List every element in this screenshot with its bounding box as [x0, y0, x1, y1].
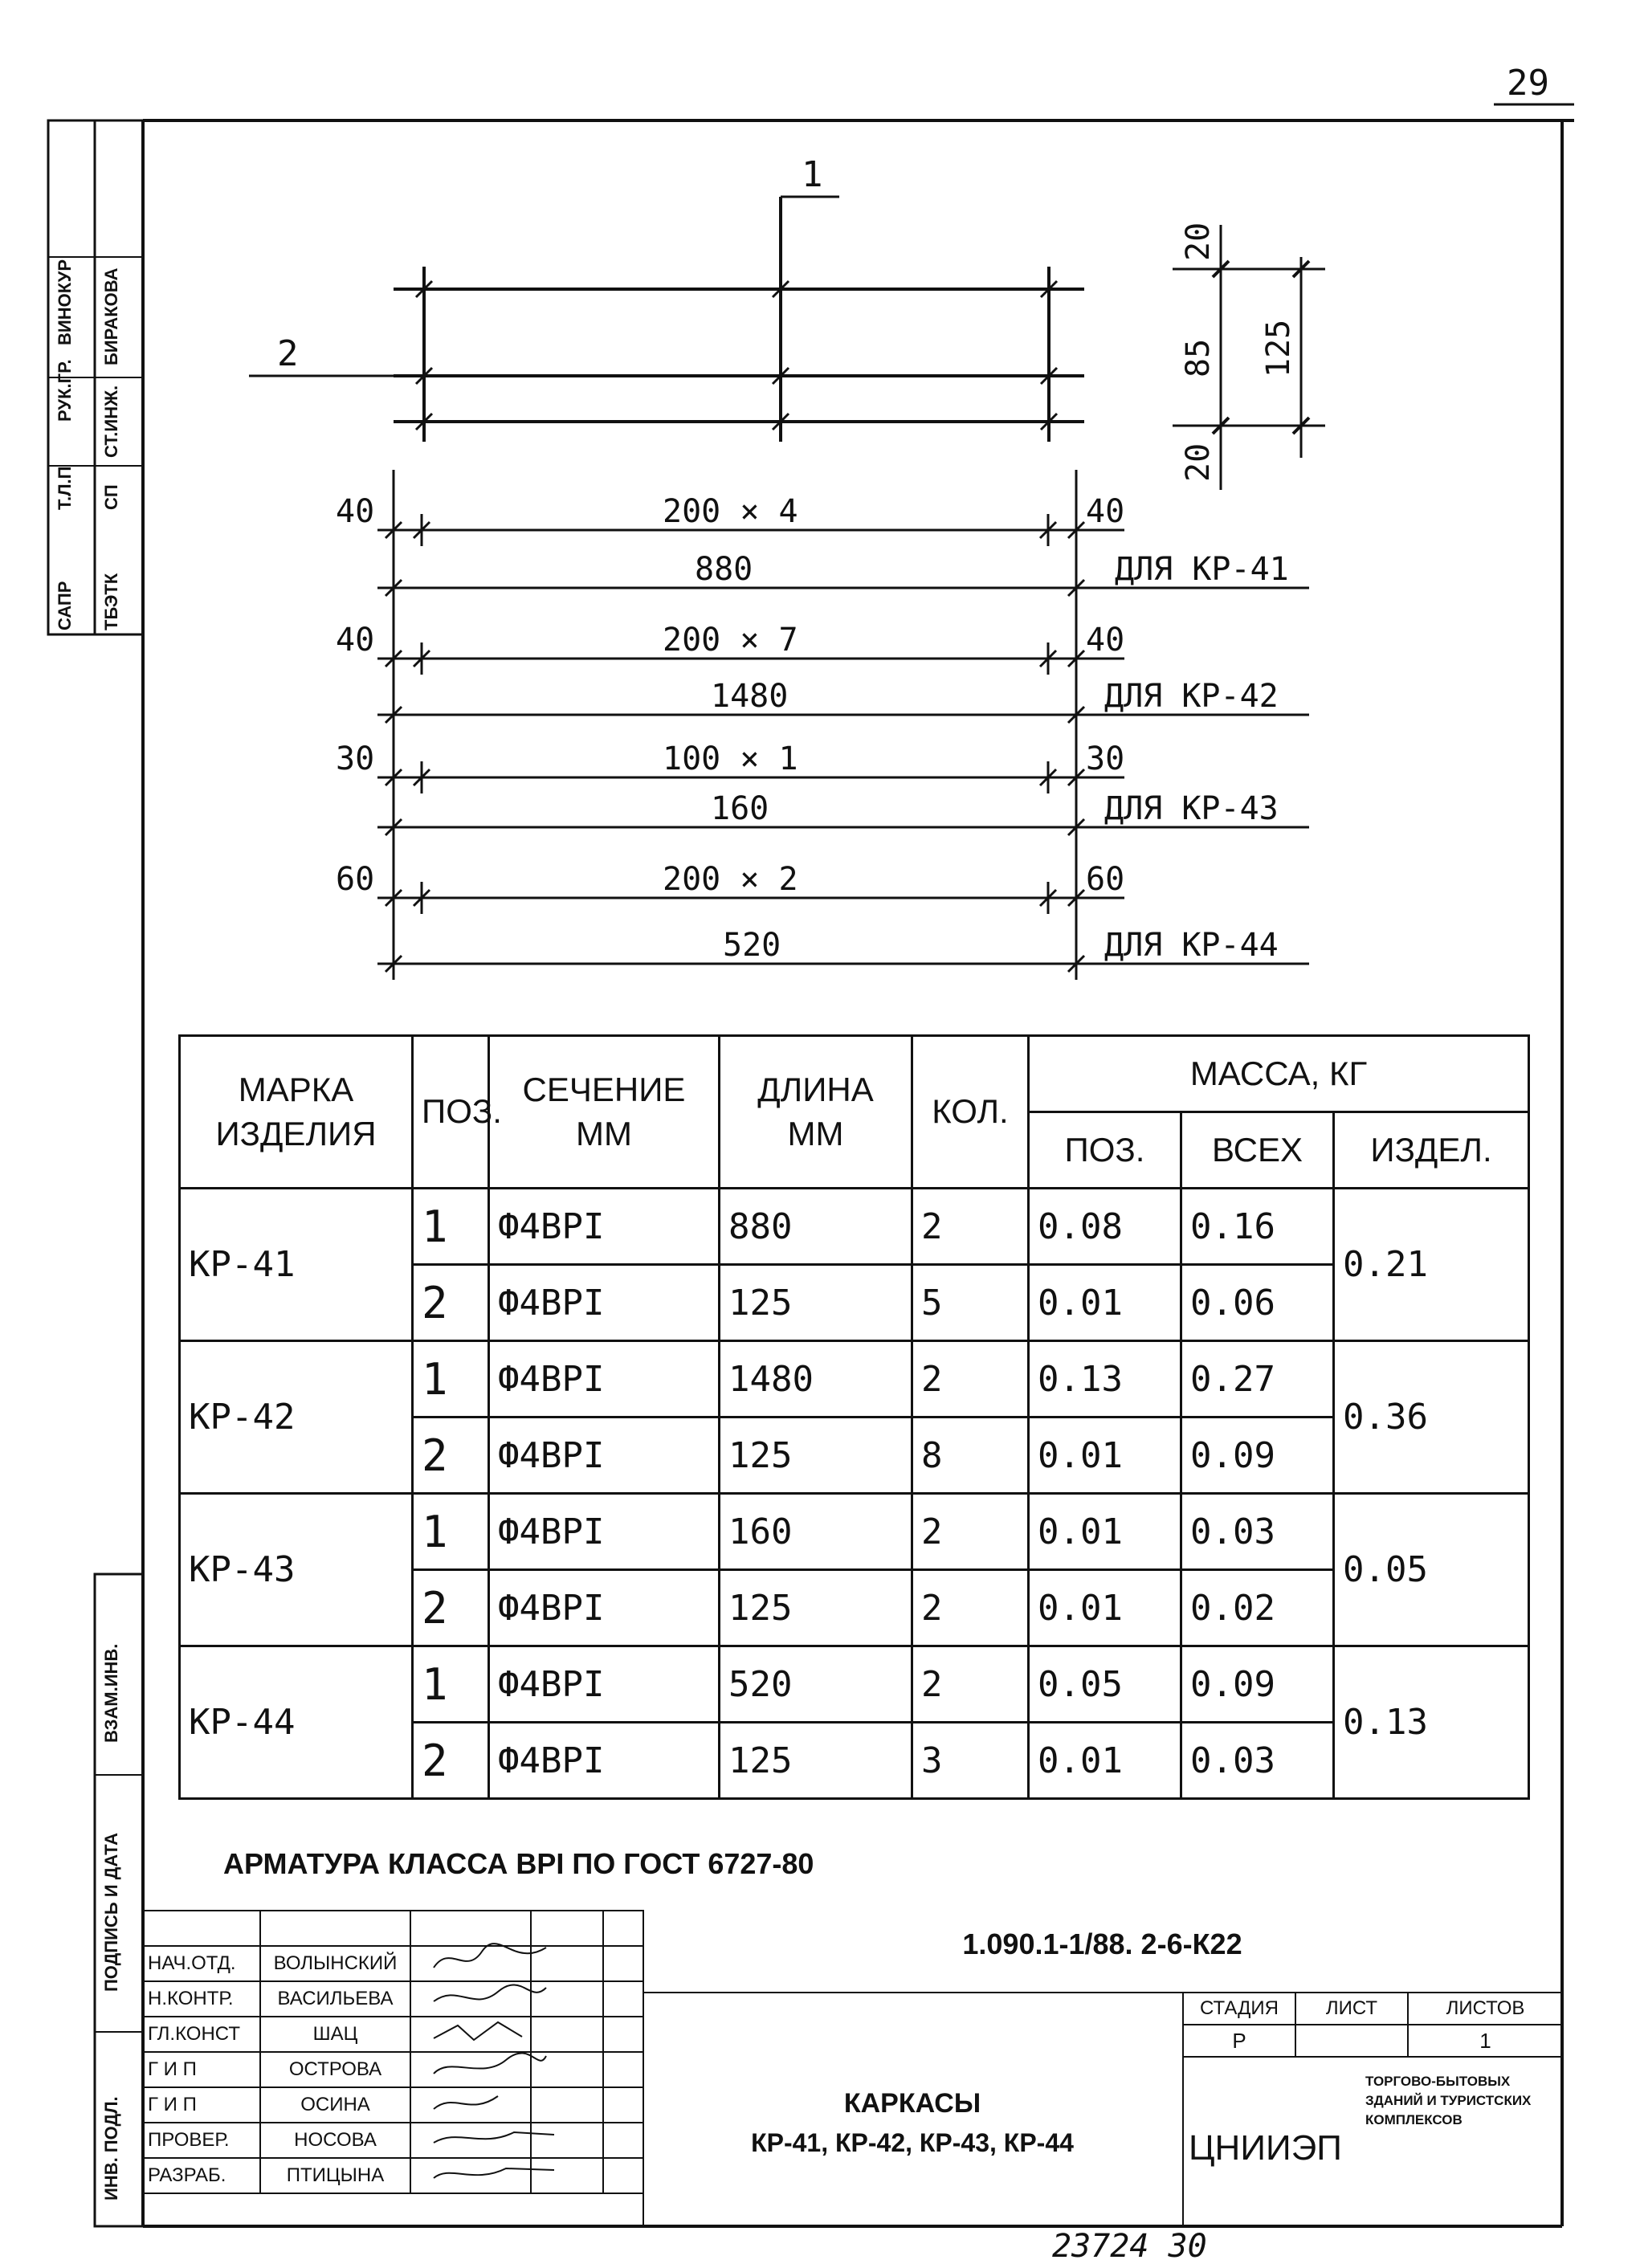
dim-spacing-1: 200 × 4 — [663, 493, 798, 530]
table-row: КР-43 1 Ф4ВРI 160 2 0.01 0.03 0.05 — [180, 1494, 1529, 1570]
dim-label-1: ДЛЯ КР-41 — [1115, 551, 1289, 588]
strip-label-rukgr: РУК.ГР. — [55, 359, 75, 422]
strip-label-vinokur: ВИНОКУР — [55, 259, 75, 345]
table-row: 2 Ф4ВРI 125 3 0.01 0.03 — [180, 1723, 1529, 1799]
strip-label-stinzh: СТ.ИНЖ. — [101, 385, 121, 458]
header-mass-pos: ПОЗ. — [1029, 1112, 1181, 1189]
dim-left-4: 60 — [336, 861, 375, 898]
header-mass-all: ВСЕХ — [1181, 1112, 1334, 1189]
stage-table: СТАДИЯ ЛИСТ ЛИСТОВ Р 1 — [1182, 1992, 1564, 2058]
table-row: КР-44 1 Ф4ВРI 520 2 0.05 0.09 0.13 — [180, 1646, 1529, 1723]
side-dim-top: 20 — [1180, 222, 1217, 261]
dim-right-2: 40 — [1086, 622, 1125, 659]
item-mass: 0.13 — [1334, 1646, 1529, 1799]
dim-label-2: ДЛЯ КР-42 — [1104, 678, 1279, 715]
item-mass: 0.36 — [1334, 1341, 1529, 1494]
dim-right-3: 30 — [1086, 740, 1125, 777]
header-section: СЕЧЕНИЕ ММ — [489, 1036, 720, 1189]
footer-stamp: 23724 30 — [1052, 2228, 1207, 2265]
organization: ЦНИИЭП — [1189, 2128, 1342, 2168]
strip-label-podpis: ПОДПИСЬ И ДАТА — [101, 1832, 121, 1992]
document-code: 1.090.1-1/88. 2-6-К22 — [962, 1927, 1242, 1960]
side-dim-total: 125 — [1260, 319, 1297, 377]
side-dim-mid: 85 — [1180, 338, 1217, 377]
cage-drawing — [0, 0, 1640, 1012]
strip-label-sp: СП — [101, 484, 121, 510]
item-mass: 0.05 — [1334, 1494, 1529, 1646]
table-row: КР-42 1 Ф4ВРI 1480 2 0.13 0.27 0.36 — [180, 1341, 1529, 1418]
dim-left-3: 30 — [336, 740, 375, 777]
header-pos: ПОЗ. — [413, 1036, 489, 1189]
table-row: КР-41 1 Ф4ВРI 880 2 0.08 0.16 0.21 — [180, 1189, 1529, 1265]
header-mass-item: ИЗДЕЛ. — [1334, 1112, 1529, 1189]
dim-spacing-4: 200 × 2 — [663, 861, 798, 898]
header-mark: МАРКА ИЗДЕЛИЯ — [180, 1036, 413, 1189]
header-length: ДЛИНА ММ — [720, 1036, 912, 1189]
dim-total-2: 1480 — [711, 678, 789, 715]
drawing-subtitle: КР-41, КР-42, КР-43, КР-44 — [751, 2128, 1074, 2157]
side-dim-bottom: 20 — [1180, 443, 1217, 482]
dim-total-4: 520 — [723, 927, 781, 964]
strip-label-inv: ИНВ. ПОДЛ. — [101, 2096, 121, 2201]
strip-label-tlp: Т.Л.П — [55, 466, 75, 510]
header-qty: КОЛ. — [912, 1036, 1029, 1189]
reinforcement-note: АРМАТУРА КЛАССА ВРI ПО ГОСТ 6727-80 — [223, 1847, 814, 1880]
signature-table: НАЧ.ОТД. ВОЛЫНСКИЙ Н.КОНТР. ВАСИЛЬЕВА ГЛ.КОНСТ ШАЦ Г И П ОСТРОВА Г И П ОСИНА ПРОВЕР. НОСОВА РАЗРАБ. ПТИЦЫНА — [143, 1910, 644, 2194]
strip-label-tbetk: ТБЭТК — [101, 573, 121, 630]
dim-total-1: 880 — [695, 551, 753, 588]
item-mark: КР-44 — [180, 1646, 413, 1799]
dim-spacing-3: 100 × 1 — [663, 740, 798, 777]
item-mark: КР-42 — [180, 1341, 413, 1494]
dim-right-1: 40 — [1086, 493, 1125, 530]
page-number: 29 — [1507, 63, 1549, 104]
strip-label-vzam: ВЗАМ.ИНВ. — [101, 1643, 121, 1743]
item-mark: КР-43 — [180, 1494, 413, 1646]
position-mark: 2 — [277, 333, 299, 374]
dim-label-4: ДЛЯ КР-44 — [1104, 927, 1279, 964]
dim-left-1: 40 — [336, 493, 375, 530]
section-mark: 1 — [802, 154, 823, 195]
drawing-title: КАРКАСЫ — [843, 2088, 981, 2119]
dim-spacing-2: 200 × 7 — [663, 622, 798, 659]
table-row: 2 Ф4ВРI 125 5 0.01 0.06 — [180, 1265, 1529, 1341]
table-row: 2 Ф4ВРI 125 2 0.01 0.02 — [180, 1570, 1529, 1646]
dim-left-2: 40 — [336, 622, 375, 659]
dim-total-3: 160 — [711, 790, 769, 827]
dim-right-4: 60 — [1086, 861, 1125, 898]
header-mass: МАССА, КГ — [1029, 1036, 1529, 1112]
dim-label-3: ДЛЯ КР-43 — [1104, 790, 1279, 827]
organization-sub: ТОРГОВО-БЫТОВЫХ ЗДАНИЙ И ТУРИСТСКИХ КОМПЛЕКСОВ — [1365, 2074, 1532, 2127]
signatures — [426, 1936, 562, 2225]
item-mass: 0.21 — [1334, 1189, 1529, 1341]
strip-label-sapr: САПР — [55, 581, 75, 630]
item-mark: КР-41 — [180, 1189, 413, 1341]
table-row: 2 Ф4ВРI 125 8 0.01 0.09 — [180, 1418, 1529, 1494]
spec-table — [178, 1034, 1530, 1800]
strip-label-birakova: БИРАКОВА — [101, 267, 121, 365]
